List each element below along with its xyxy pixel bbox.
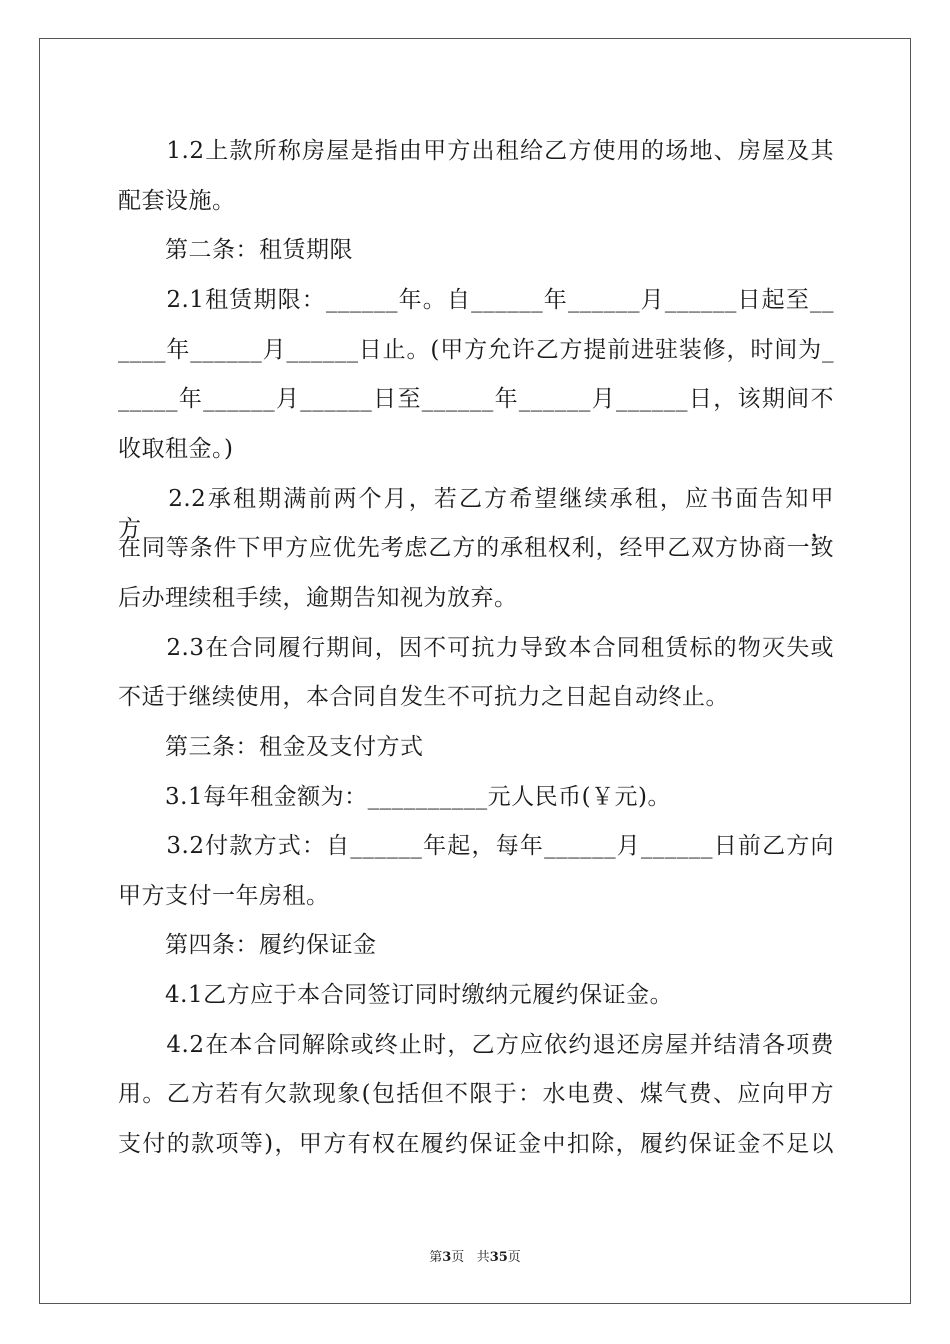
text-line: 1.2上款所称房屋是指由甲方出租给乙方使用的场地、房屋及其 bbox=[118, 138, 834, 164]
text-line: 不适于继续使用，本合同自发生不可抗力之日起自动终止。 bbox=[118, 684, 729, 710]
text-line: 甲方支付一年房租。 bbox=[118, 883, 330, 909]
total-label-prefix: 共 bbox=[476, 1250, 490, 1265]
text-line: 3.2付款方式：自______年起，每年______月______日前乙方向 bbox=[118, 833, 834, 859]
text-line: 收取租金。) bbox=[118, 436, 234, 462]
text-line: 2.3在合同履行期间，因不可抗力导致本合同租赁标的物灭失或 bbox=[118, 635, 834, 661]
total-pages: 35 bbox=[489, 1250, 508, 1265]
text-line: 2.1租赁期限：______年。自______年______月______日起至__ bbox=[118, 287, 834, 313]
section-heading: 第二条：租赁期限 bbox=[118, 237, 353, 263]
text-line: 配套设施。 bbox=[118, 188, 236, 214]
text-line: 4.1乙方应于本合同签订同时缴纳元履约保证金。 bbox=[118, 982, 674, 1008]
total-label-suffix: 页 bbox=[507, 1250, 521, 1265]
text-line: 2.2承租期满前两个月，若乙方希望继续承租，应书面告知甲方， bbox=[118, 486, 834, 542]
page-label-suffix: 页 bbox=[451, 1250, 465, 1265]
section-heading: 第三条：租金及支付方式 bbox=[118, 734, 424, 760]
text-line: 支付的款项等)，甲方有权在履约保证金中扣除，履约保证金不足以 bbox=[118, 1131, 834, 1157]
text-line: 4.2在本合同解除或终止时，乙方应依约退还房屋并结清各项费 bbox=[118, 1032, 834, 1058]
page-number: 3 bbox=[442, 1250, 452, 1265]
page-border bbox=[39, 38, 911, 1304]
text-line: ____年______月______日止。(甲方允许乙方提前进驻装修，时间为_ bbox=[118, 337, 834, 363]
page-footer bbox=[0, 1246, 950, 1265]
text-line: 在同等条件下甲方应优先考虑乙方的承租权利，经甲乙双方协商一致 bbox=[118, 535, 834, 561]
page-label-prefix: 第 bbox=[429, 1250, 443, 1265]
text-line: 后办理续租手续，逾期告知视为放弃。 bbox=[118, 585, 518, 611]
section-heading: 第四条：履约保证金 bbox=[118, 932, 377, 958]
text-line: 用。乙方若有欠款现象(包括但不限于：水电费、煤气费、应向甲方 bbox=[118, 1081, 834, 1107]
text-line: 3.1每年租金额为：__________元人民币(￥元)。 bbox=[118, 784, 672, 810]
text-line: _____年______月______日至______年______月______日，该期间不 bbox=[118, 386, 834, 412]
